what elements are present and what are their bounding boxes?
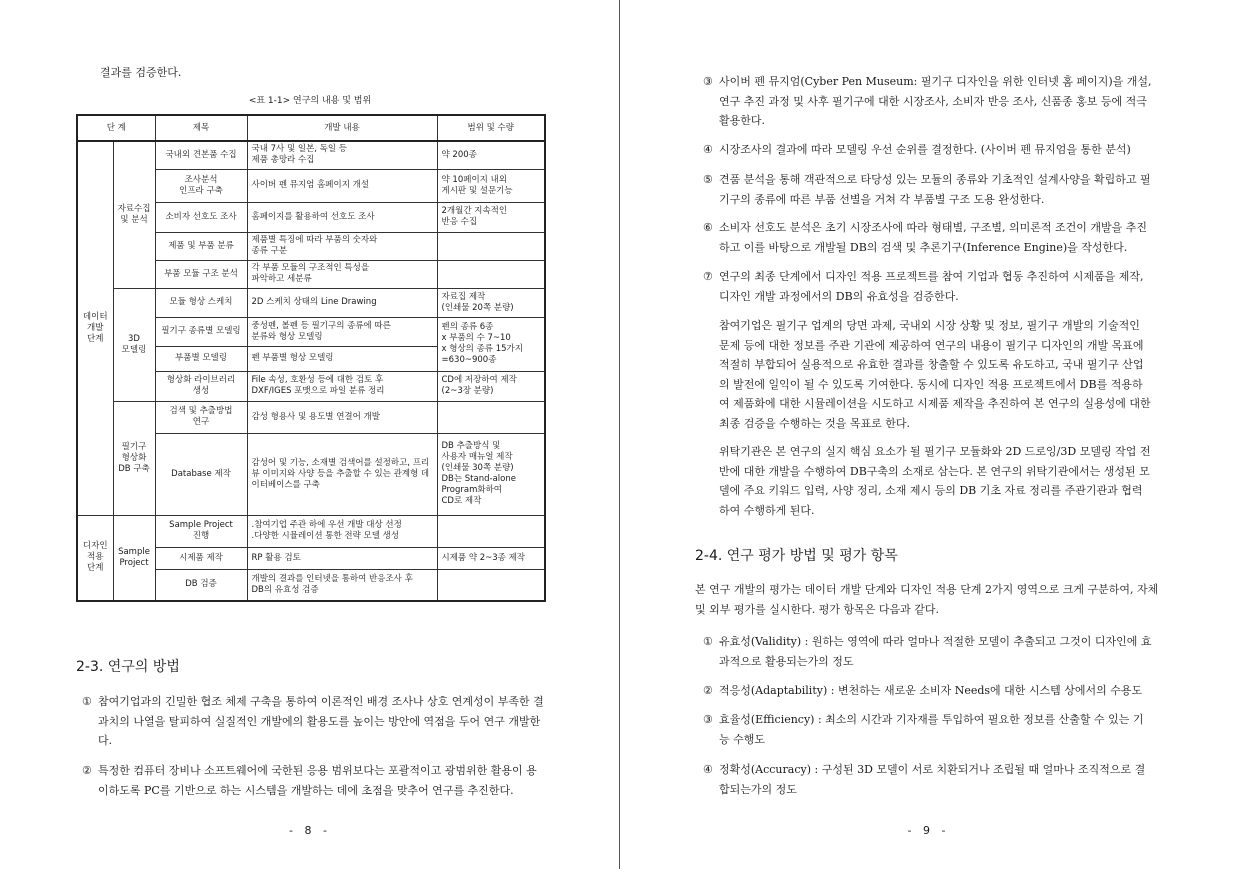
item-number: ④ — [703, 763, 713, 776]
row-title: 부품별 모델링 — [155, 346, 247, 371]
list-item — [703, 710, 1153, 749]
item-number: ① — [703, 635, 713, 648]
stage-design-apply: 디자인 적용 단계 — [77, 515, 113, 601]
item-text: 적응성(Adaptability) : 변천하는 새로운 소비자 Needs에 대한 시스템 상에서의 수용도 — [719, 684, 1143, 697]
group-db-build: 필기구 형상화 DB 구축 — [113, 401, 155, 515]
section-heading-2-4: 2-4. 연구 평가 방법 및 평가 항목 — [695, 548, 898, 564]
row-scope: 시제품 약 2~3종 제작 — [437, 547, 545, 569]
row-content: 2D 스케치 상태의 Line Drawing — [247, 288, 437, 317]
table-row — [77, 401, 545, 433]
row-scope — [437, 569, 545, 601]
item-number: ③ — [703, 713, 713, 726]
row-title: 검색 및 추출방법 연구 — [155, 401, 247, 433]
row-content: 국내 7사 및 일본, 독일 등 제품 총망라 수집 — [247, 141, 437, 169]
row-content: RP 활용 검토 — [247, 547, 437, 569]
item-number: ⑤ — [703, 173, 713, 186]
row-title: DB 검증 — [155, 569, 247, 601]
row-title: 시제품 제작 — [155, 547, 247, 569]
row-scope: CD에 저장하여 제작 (2~3장 분량) — [437, 371, 545, 401]
item-text: 시장조사의 결과에 따라 모델링 우선 순위를 결정한다. (사이버 펜 뮤지엄을 통한 분석) — [719, 143, 1131, 156]
list-item — [703, 760, 1153, 799]
row-scope — [437, 232, 545, 260]
item-text: 특정한 컴퓨터 장비나 소프트웨어에 국한된 응용 범위보다는 포괄적이고 광범위한 활용이 용이하도록 PC를 기반으로 하는 시스템을 개발하는 데에 초점을 맞추어 연구를 추진한다. — [98, 764, 537, 797]
list-item — [703, 72, 1153, 131]
row-title: 제품 및 부품 분류 — [155, 232, 247, 260]
row-title: Database 제작 — [155, 433, 247, 515]
item-number: ⑥ — [703, 221, 713, 234]
row-scope: 펜의 종류 6종 x 부품의 수 7~10 x 형상의 종류 15가지 =630~900종 — [437, 317, 545, 371]
paragraph-participating-companies: 참여기업은 필기구 업계의 당면 과제, 국내외 시장 상황 및 정보, 필기구 개발의 기술적인 문제 등에 대한 정보를 주관 기관에 제공하여 연구의 내용이 필기구 디자인의 개발 목표에 적절히 부합되어 실용적으로 유효한 결과를 창출할 수 있도록 유도하고, 국내 필기구 산업의 발전에 일익이 될 수 있도록 기여한다. 동시에 디자인 적용 프로젝트에서 DB를 적용하여 제품화에 대한 시뮬레이션을 시도하고 시제품 제작을 추진하여 본 연구의 실용성에 대한 최종 검증을 수행하는 것을 목표로 한다. — [719, 319, 1151, 430]
row-content: .참여기업 주관 하에 우선 개발 대상 선정 .다양한 시뮬레이션 통한 전략 모델 생성 — [247, 515, 437, 547]
row-title: 필기구 종류별 모델링 — [155, 317, 247, 346]
row-content: 제품별 특징에 따라 부품의 숫자와 종류 구분 — [247, 232, 437, 260]
header-title: 제목 — [155, 115, 247, 141]
item-number: ③ — [703, 75, 713, 88]
row-scope: 2개월간 지속적인 반응 수집 — [437, 202, 545, 232]
page-divider — [619, 0, 620, 869]
row-scope — [437, 401, 545, 433]
table-row — [77, 288, 545, 317]
list-item — [703, 681, 1153, 701]
row-content: File 속성, 호환성 등에 대한 검토 후 DXF/IGES 포맷으로 파일 분류 정리 — [247, 371, 437, 401]
row-title: 부품 모듈 구조 분석 — [155, 260, 247, 288]
page-number-right: - 9 - — [907, 824, 950, 837]
item-number: ① — [82, 695, 92, 708]
item-text: 정확성(Accuracy) : 구성된 3D 모델이 서로 치환되거나 조립될 때 얼마나 조직적으로 결합되는가의 정도 — [719, 763, 1146, 796]
page-number-left: - 8 - — [289, 824, 331, 837]
header-scope: 범위 및 수량 — [437, 115, 545, 141]
row-content: 각 부품 모듈의 구조적인 특성을 파악하고 세분류 — [247, 260, 437, 288]
row-title: 조사분석 인프라 구축 — [155, 169, 247, 202]
row-title: Sample Project 진행 — [155, 515, 247, 547]
row-content: 펜 부품별 형상 모델링 — [247, 346, 437, 371]
row-title: 모듈 형상 스케치 — [155, 288, 247, 317]
section-heading-2-3: 2-3. 연구의 방법 — [76, 659, 180, 675]
table-row — [77, 515, 545, 547]
row-scope: 자료집 제작 (인쇄물 20쪽 분량) — [437, 288, 545, 317]
row-content: 감성어 및 기능, 소재별 검색어를 설정하고, 프리뷰 이미지와 사양 등을 추출할 수 있는 관계형 데이터베이스를 구축 — [247, 433, 437, 515]
row-scope — [437, 515, 545, 547]
row-scope: DB 추출방식 및 사용자 매뉴얼 제작 (인쇄물 30쪽 분량) DB는 Stand-alone Program화하여 CD로 제작 — [437, 433, 545, 515]
item-number: ④ — [703, 143, 713, 156]
item-text: 사이버 펜 뮤지엄(Cyber Pen Museum: 필기구 디자인을 위한 인터넷 홈 페이지)을 개설, 연구 추진 과정 및 사후 필기구에 대한 시장조사, 소비자 반응 조사, 신품종 홍보 등에 적극 활용한다. — [719, 75, 1152, 127]
row-title: 국내외 견본품 수집 — [155, 141, 247, 169]
item-text: 유효성(Validity) : 원하는 영역에 따라 얼마나 적절한 모델이 추출되고 그것이 디자인에 효과적으로 활용되는가의 정도 — [719, 635, 1152, 668]
item-number: ② — [82, 764, 92, 777]
group-sample-project: Sample Project — [113, 515, 155, 601]
table-caption: <표 1-1> 연구의 내용 및 범위 — [248, 96, 372, 106]
intro-line: 결과를 검증한다. — [100, 66, 182, 79]
list-item — [703, 267, 1153, 306]
item-text: 참여기업과의 긴밀한 협조 체제 구축을 통하여 이론적인 배경 조사나 상호 연계성이 부족한 결과치의 나열을 탈피하여 실질적인 개발에의 활용도를 높이는 방안에 역점을 두어 연구 개발한다. — [98, 695, 544, 747]
table-row — [77, 141, 545, 169]
group-3d-modeling: 3D 모델링 — [113, 288, 155, 401]
header-content: 개발 내용 — [247, 115, 437, 141]
list-item — [703, 140, 1153, 160]
list-item — [703, 170, 1153, 209]
item-number: ② — [703, 684, 713, 697]
paragraph-consigned-institution: 위탁기관은 본 연구의 실지 핵심 요소가 될 필기구 모듈화와 2D 드로잉/3D 모델링 작업 전반에 대한 개발을 수행하여 DB구축의 소재로 삼는다. 본 연구의 위탁기관에서는 생성된 모델에 주요 키워드 입력, 사양 정리, 소재 제시 등의 DB 기초 자료 정리를 주관기관과 협력하여 수행하게 된다. — [719, 445, 1151, 517]
row-content: 개발의 결과를 인터넷을 통하여 반응조사 후 DB의 유효성 검증 — [247, 569, 437, 601]
table-header-row — [77, 115, 545, 141]
row-content: 중성펜, 볼펜 등 필기구의 종류에 따른 분류와 형상 모델링 — [247, 317, 437, 346]
header-stage: 단 계 — [77, 115, 155, 141]
row-title: 소비자 선호도 조사 — [155, 202, 247, 232]
row-content: 감성 형용사 및 용도별 연결어 개발 — [247, 401, 437, 433]
row-scope: 약 200종 — [437, 141, 545, 169]
row-content: 사이버 펜 뮤지엄 홈페이지 개설 — [247, 169, 437, 202]
stage-data-dev: 데이터 개발 단계 — [77, 141, 113, 515]
row-content: 홈페이지를 활용하여 선호도 조사 — [247, 202, 437, 232]
item-text: 견품 분석을 통해 객관적으로 타당성 있는 모듈의 종류와 기초적인 설계사양을 확립하고 필기구의 종류에 따른 부품 선별을 거쳐 각 부품별 구조 도용 완성한다. — [719, 173, 1151, 206]
list-item — [703, 218, 1153, 257]
list-item — [703, 632, 1153, 671]
list-item — [82, 692, 544, 751]
item-text: 소비자 선호도 분석은 초기 시장조사에 따라 형태별, 구조별, 의미론적 조건이 개발을 추진하고 이를 바탕으로 개발될 DB의 검색 및 추론기구(Inference Engine)을 작성한다. — [719, 221, 1147, 254]
right-page — [621, 0, 1236, 869]
research-scope-table — [76, 114, 546, 602]
list-item — [82, 761, 544, 800]
section-intro: 본 연구 개발의 평가는 데이터 개발 단계와 디자인 적용 단계 2가지 영역으로 크게 구분하여, 자체 및 외부 평가를 실시한다. 평가 항목은 다음과 같다. — [695, 583, 1159, 616]
item-text: 연구의 최종 단계에서 디자인 적용 프로젝트를 참여 기업과 협동 추진하여 시제품을 제작, 디자인 개발 과정에서의 DB의 유효성을 검증한다. — [719, 270, 1144, 303]
group-data-collection: 자료수집 및 분석 — [113, 141, 155, 288]
row-scope — [437, 260, 545, 288]
row-title: 형상화 라이브러리 생성 — [155, 371, 247, 401]
item-number: ⑦ — [703, 270, 713, 283]
item-text: 효율성(Efficiency) : 최소의 시간과 기자재를 투입하여 필요한 정보를 산출할 수 있는 기능 수행도 — [719, 713, 1144, 746]
row-scope: 약 10페이지 내외 게시판 및 설문기능 — [437, 169, 545, 202]
